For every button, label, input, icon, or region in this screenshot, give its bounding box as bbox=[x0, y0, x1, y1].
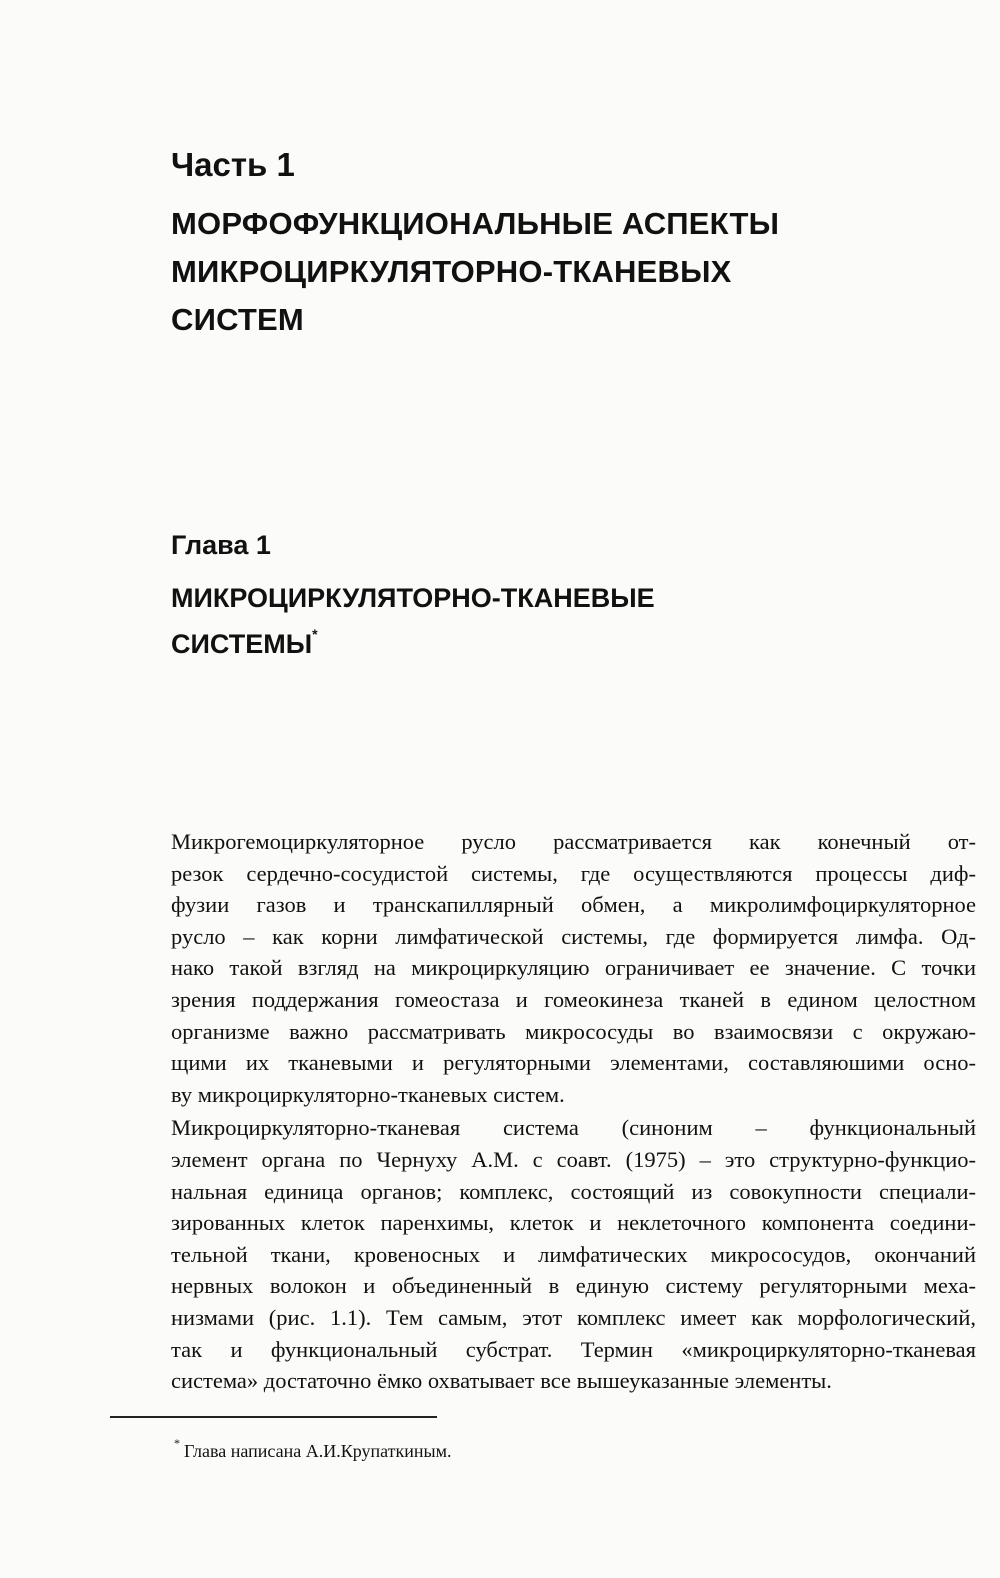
footnote-mark: * bbox=[174, 1436, 180, 1450]
body-text bbox=[171, 826, 976, 1397]
chapter-title-line bbox=[171, 618, 911, 664]
part-title-line: МИКРОЦИРКУЛЯТОРНО-ТКАНЕВЫХ bbox=[171, 254, 732, 289]
text-line: так и функциональный субстрат. Термин «микроциркуляторно-тканевая bbox=[171, 1336, 976, 1362]
footnote-divider bbox=[110, 1416, 437, 1418]
footnote bbox=[174, 1434, 452, 1463]
text-line: тельной ткани, кровеносных и лимфатических микрососудов, окончаний bbox=[171, 1241, 976, 1267]
part-title-line: МОРФОФУНКЦИОНАЛЬНЫЕ АСПЕКТЫ bbox=[171, 206, 780, 241]
paragraph-1 bbox=[171, 826, 976, 1110]
text-line: зрения поддержания гомеостаза и гомеокинеза тканей в едином целостном bbox=[171, 986, 976, 1012]
chapter-label: Глава 1 bbox=[171, 530, 271, 560]
text-line: резок сердечно-сосудистой системы, где осуществляются процессы диф- bbox=[171, 860, 976, 886]
text-line: элемент органа по Чернуху А.М. с соавт. (1975) – это структурно-функцио- bbox=[171, 1146, 976, 1172]
chapter-title-word: СИСТЕМЫ bbox=[171, 629, 313, 659]
text-line: низмами (рис. 1.1). Тем самым, этот комплекс имеет как морфологический, bbox=[171, 1304, 976, 1330]
text-line: зированных клеток паренхимы, клеток и неклеточного компонента соедини- bbox=[171, 1210, 976, 1236]
text-line: щими их тканевыми и регуляторными элементами, составляюшими осно- bbox=[171, 1050, 976, 1076]
part-label: Часть 1 bbox=[171, 146, 295, 183]
text-line: система» достаточно ёмко охватывает все вышеуказанные элементы. bbox=[171, 1368, 832, 1394]
text-line: фузии газов и транскапиллярный обмен, а микролимфоциркуляторное bbox=[171, 892, 976, 918]
paragraph-2 bbox=[171, 1112, 976, 1396]
footnote-reference-mark: * bbox=[312, 626, 318, 642]
footnote-text: Глава написана А.И.Крупаткиным. bbox=[184, 1441, 452, 1461]
text-line: нальная единица органов; комплекс, состоящий из совокупности специали- bbox=[171, 1178, 976, 1204]
text-line: нако такой взгляд на микроциркуляцию ограничивает ее значение. С точки bbox=[171, 955, 976, 981]
part-title bbox=[171, 200, 911, 344]
text-line: нервных волокон и объединенный в единую систему регуляторными меха- bbox=[171, 1273, 976, 1299]
chapter-title-line: МИКРОЦИРКУЛЯТОРНО-ТКАНЕВЫЕ bbox=[171, 583, 655, 613]
text-line: ву микроциркуляторно-тканевых систем. bbox=[171, 1081, 565, 1107]
chapter-title bbox=[171, 578, 911, 664]
text-line: Микрогемоциркуляторное русло рассматривается как конечный от- bbox=[171, 829, 976, 854]
part-title-line: СИСТЕМ bbox=[171, 302, 304, 337]
text-line: организме важно рассматривать микрососуды во взаимосвязи с окружаю- bbox=[171, 1018, 976, 1044]
text-line: Микроциркуляторно-тканевая система (синоним – функциональный bbox=[171, 1115, 976, 1141]
text-line: русло – как корни лимфатической системы, где формируется лимфа. Од- bbox=[171, 923, 976, 949]
